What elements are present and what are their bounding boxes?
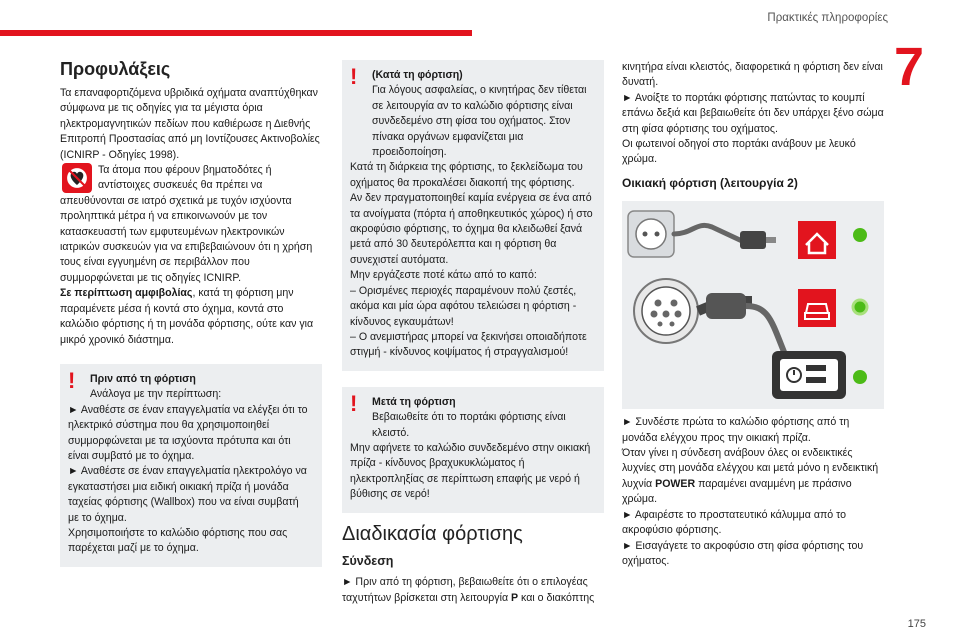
pacemaker-text-1: Τα άτομα που φέρουν βηματοδότες ή αντίστοιχες συσκευές θα πρέπει να (98, 164, 272, 192)
box-line: ► Αναθέστε σε έναν επαγγελματία να ελέγξει ότι το ηλεκτρικό σύστημα που θα χρησιμοποιηθεί συμμορφώνεται με τα ισχύοντα πρότυπα και ότι είναι συμβατό με το όχημα. (68, 403, 308, 462)
pacemaker-prohibited-icon (62, 163, 92, 193)
paragraph-icnirp: Τα επαναφορτιζόμενα υβριδικά οχήματα αναπτύχθηκαν σύμφωνα με τις οδηγίες για τα μέγιστα όρια ηλεκτρομαγνητικών πεδίων που καθιέρωσε η Διεθνής Επιτροπή Προστασίας από μη Ιοντίζουσες Ακτινοβολίες (ICNIRP - Οδηγίες 1998). (60, 87, 320, 161)
box-line: Βεβαιωθείτε ότι το πορτάκι φόρτισης είναι κλειστό. (372, 411, 566, 439)
exclamation-icon: ! (350, 64, 358, 89)
box-line: Χρησιμοποιήστε το καλώδιο φόρτισης που σας παρέχεται μαζί με το όχημα. (68, 526, 288, 555)
box-line: – Ορισμένες περιοχές παραμένουν πολύ ζεστές, ακόμα και μία ώρα αφότου τελειώσει η φόρτιση - κίνδυνος εγκαυμάτων! (350, 284, 577, 328)
power-bold: POWER (655, 477, 696, 490)
text-span: παραμένει αναμμένη με πράσινο χρώμα. (622, 477, 852, 506)
green-led-control (853, 370, 867, 384)
gear-p-bold: P (511, 591, 519, 604)
warning-box-before-charging (60, 364, 322, 567)
paragraph-remove-cover: ► Αφαιρέστε το προστατευτικό κάλυμμα από το ακροφύσιο φόρτισης. (622, 508, 847, 537)
doubt-bold: Σε περίπτωση αμφιβολίας (60, 287, 193, 300)
running-header: Πρακτικές πληροφορίες (767, 12, 888, 24)
green-led-home (853, 228, 867, 242)
top-accent-bar (0, 30, 472, 36)
paragraph-connect-cable: ► Συνδέστε πρώτα το καλώδιο φόρτισης από τη μονάδα ελέγχου προς την οικιακή πρίζα. (622, 416, 850, 444)
box-line: Αν δεν πραγματοποιηθεί καμία ενέργεια σε ένα από τα ανοίγματα (πόρτα ή αποθηκευτικός χώρος) ή στο ακροφύσιο φόρτισης, το όχημα θα κλειδωθεί ξανά μετά από 30 δευτερόλεπτα και η φόρτιση θα συνεχιστεί αυτόματα. (350, 192, 593, 266)
green-led-car (853, 300, 867, 314)
charging-diagram (622, 201, 884, 409)
paragraph-engine-off: κινητήρα είναι κλειστός, διαφορετικά η φόρτιση δεν είναι δυνατή. (622, 61, 883, 89)
box-line: – Ο ανεμιστήρας μπορεί να ξεκινήσει οποιαδήποτε στιγμή - κίνδυνος κοψίματος ή στραγγαλισμού! (350, 330, 587, 359)
column-3 (622, 60, 884, 569)
box-line: Ανάλογα με την περίπτωση: (90, 388, 222, 401)
paragraph-open-flap: ► Ανοίξτε το πορτάκι φόρτισης πατώντας το κουμπί επάνω δεξιά και βεβαιωθείτε ότι δεν υπάρχει ξένο σώμα στη φίσα φόρτισης του οχήματος. (622, 91, 884, 135)
text-span: και ο διακόπτης (518, 591, 595, 604)
column-1 (60, 58, 322, 567)
pacemaker-text-2: απευθύνονται σε ιατρό σχετικά με τυχόν ισχύοντα προληπτικά μέτρα ή να επικοινωνούν με τον κατασκευαστή των εμφυτευμένων ηλεκτρονικών ιατρικών συσκευών για να επιβεβαιώνουν ότι η χρήση τους είναι εγγυημένη σε περιβάλλον που συμμορφώνεται με τις οδηγίες ICNIRP. (60, 194, 313, 284)
column-2 (342, 60, 604, 606)
exclamation-icon: ! (350, 390, 358, 416)
text-span: ► Πριν από τη φόρτιση, βεβαιωθείτε ότι ο επιλογέας ταχυτήτων βρίσκεται στη λειτουργία (342, 576, 588, 604)
control-box-icon (772, 351, 846, 399)
text-span: Όταν γίνει η σύνδεση ανάβουν όλες οι ενδεικτικές λυχνίες στη μονάδα ελέγχου και μετά μόνο η ενδεικτική λυχνία (622, 447, 879, 490)
vehicle-socket-icon (634, 279, 792, 371)
home-icon (798, 221, 836, 259)
paragraph-power-led (622, 446, 884, 508)
section-heading-precautions: Προφυλάξεις (60, 59, 171, 79)
box-title: (Κατά τη φόρτιση) (372, 69, 463, 81)
subheading-connection: Σύνδεση (342, 553, 394, 568)
chapter-number: 7 (893, 37, 924, 97)
paragraph-gear-selector (342, 575, 604, 606)
subheading-home-charging: Οικιακή φόρτιση (λειτουργία 2) (622, 175, 798, 190)
box-line: Κατά τη διάρκεια της φόρτισης, το ξεκλείδωμα του οχήματος θα προκαλέσει διακοπή της φόρτισης. (350, 161, 583, 189)
box-line: Μην εργάζεστε ποτέ κάτω από το καπό: (350, 269, 537, 282)
wall-socket-icon (628, 211, 776, 257)
warning-box-after-charging (342, 387, 604, 513)
section-heading-charging-procedure: Διαδικασία φόρτισης (342, 522, 523, 545)
box-title: Πριν από τη φόρτιση (90, 372, 196, 385)
box-line: ► Αναθέστε σε έναν επαγγελματία ηλεκτρολόγο να εγκαταστήσει μια ειδική οικιακή πρίζα ή μονάδα ταχείας φόρτισης (Wallbox) που να είναι συμβατή με το όχημα. (68, 465, 307, 524)
doubt-rest: , κατά τη φόρτιση μην παραμένετε μέσα ή κοντά στο όχημα, κοντά στο καλώδιο φόρτισης ή τη μονάδα φόρτισης, ούτε καν για μικρό χρονικό διάστημα. (60, 287, 314, 346)
charging-illustration (622, 201, 884, 409)
car-icon (798, 289, 836, 327)
box-line: Για λόγους ασφαλείας, ο κινητήρας δεν τίθεται σε λειτουργία αν το καλώδιο φόρτισης είναι συνδεδεμένο στη φίσα του οχήματος. Στον πίνακα οργάνων εμφανίζεται μια προειδοποίηση. (372, 84, 587, 159)
box-title: Μετά τη φόρτιση (372, 395, 456, 408)
exclamation-icon: ! (68, 367, 76, 393)
paragraph-insert-nozzle: ► Εισαγάγετε το ακροφύσιο στη φίσα φόρτισης του οχήματος. (622, 539, 864, 567)
page-number: 175 (907, 618, 926, 630)
box-line: Μην αφήνετε το καλώδιο συνδεδεμένο στην οικιακή πρίζα - κίνδυνος βραχυκυκλώματος ή ηλεκτροπληξίας σε περίπτωση επαφής με νερό ή βύθισης σε νερό! (350, 441, 591, 501)
paragraph-doubt (60, 286, 322, 348)
pacemaker-warning (60, 163, 322, 194)
paragraph-light-guides: Οι φωτεινοί οδηγοί στο πορτάκι ανάβουν με λευκό χρώμα. (622, 138, 856, 166)
warning-box-during-charging (342, 60, 604, 371)
